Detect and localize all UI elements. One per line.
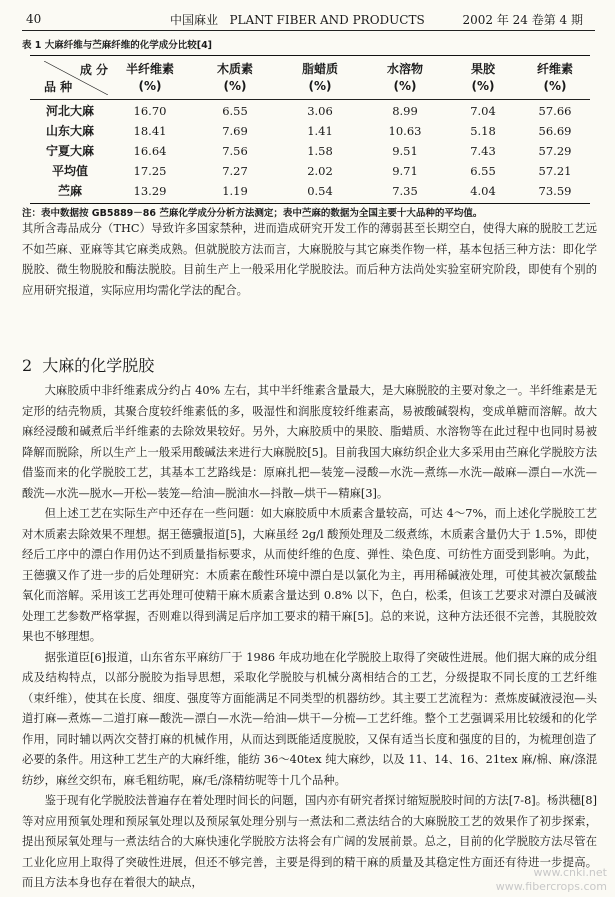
column-header: [448, 61, 518, 95]
table-cell: 7.35: [392, 184, 418, 198]
column-header: [280, 61, 360, 95]
column-unit: (%): [471, 79, 495, 93]
body-paragraph: 鉴于现有化学脱胶法普遍存在着处理时间长的问题，国内亦有研究者探讨缩短脱胶时间的方法[7-8]。杨洪穗[8]等对应用预氧处理和预尿氧处理以及预尿氧处理分别与一煮法和二煮法结合的大麻脱胶工艺的效果作了初步探索，提出预尿氧处理与一煮法结合的大麻快速化学脱胶方法将会有广阔的发展前景。总之，目前的化学脱胶方法尽管在工业化应用上取得了突破性进展，但还不够完善，主要是得到的精干麻的质量及其稳定性方面还有待进一步提高。而且方法本身也存在着很大的缺点，: [22, 794, 597, 889]
table-header-row: [30, 61, 590, 95]
section-body: [22, 381, 597, 894]
corner-label-component: 成 分: [79, 63, 108, 77]
watermark: [496, 866, 607, 894]
column-unit: (%): [223, 79, 247, 93]
table-row: [30, 182, 590, 200]
table-row: [30, 142, 590, 160]
table-cell: 7.04: [470, 104, 496, 118]
table-corner-cell: [44, 61, 108, 95]
column-unit: (%): [393, 79, 417, 93]
table-note: 注：表中数据按 GB5889－86 苎麻化学成分分析方法测定；表中苎麻的数据为全国主要十大品种的平均值。: [22, 208, 483, 219]
table-cell: 17.25: [133, 164, 167, 178]
table-cell: 9.51: [392, 144, 418, 158]
row-name: 平均值: [51, 164, 88, 178]
column-name: 半纤维素: [125, 62, 174, 76]
body-paragraph: 大麻胶质中非纤维素成分约占 40% 左右，其中半纤维素含量最大，是大麻脱胶的主要对象之一。半纤维素是无定形的结壳物质，其聚合度较纤维素低的多，吸湿性和润胀度较纤维素高，易被酸碱裂构，变成单糖而溶解。故大麻经浸酸和碱煮后半纤维素的去除效果较好。另外，大麻胶质中的果胶、脂蜡质、水溶物等在此过程中也同时易被降解而脱除，所以生产上一般采用酸碱法来进行大麻脱胶[5]。目前我国大麻纺织企业大多采用由苎麻化学脱胶方法借鉴而来的化学脱胶工艺，其基本工艺路线是：原麻扎把—装笼—浸酸—水洗—煮练—水洗—敲麻—漂白—水洗—酸洗—水洗—脱水—开松—装笼—给油—脱油水—抖散—烘干—精麻[3]。: [22, 384, 597, 500]
journal-title-cn: 中国麻业: [170, 13, 219, 27]
body-paragraph: 但上述工艺在实际生产中还存在一些问题：如大麻胶质中木质素含量较高，可达 4～7%，而上述化学脱胶工艺对木质素去除效果不理想。据王德骥报道[5]，大麻虽经 2g/l 酸预处理及二级煮练，木质素含量仍大于 1.5%，即使经后工序中的漂白作用仍达不到质量指标要求，从而使纤维的色度、弹性、染色度、可纺性方面受到影响。为此，王德骥又作了进一步的后处理研究：木质素在酸性环境中漂白是以氯化为主，再用稀碱液处理，可使其被次氯酸盐氧化而溶解。采用该工艺再处理可使精干麻木质素含量达到 0.8% 以下，色白，松柔，但该工艺要求对漂白及碱液处理工艺参数严格掌握，否则难以得到满足后序加工要求的精干麻[5]。总的来说，这种方法还很不完善，其脱胶效果也不够理想。: [22, 507, 597, 643]
section-number: 2: [22, 356, 33, 375]
intro-paragraph: 其所含毒品成分（THC）导致许多国家禁种，进而造成研究开发工作的薄弱甚至长期空白，使得大麻的脱胶工艺远不如苎麻、亚麻等其它麻类成熟。但就脱胶方法而言，大麻脱胶与其它麻类作物一样，基本包括三种方法：即化学脱胶、微生物脱胶和酶法脱胶。目前生产上一般采用化学脱胶法。而后种方法尚处实验室研究阶段，即使有个别的应用研究报道，实际应用均需化学法的配合。: [22, 222, 597, 297]
table-cell: 56.69: [538, 124, 572, 138]
running-header: [22, 10, 595, 30]
column-name: 木质素: [216, 62, 253, 76]
table-cell: 7.69: [222, 124, 248, 138]
column-header: [195, 61, 275, 95]
table-cell: 9.71: [392, 164, 418, 178]
row-name: 宁夏大麻: [45, 144, 94, 158]
table-caption: 表 1 大麻纤维与苎麻纤维的化学成分比较[4]: [22, 40, 213, 51]
table-cell: 1.19: [222, 184, 248, 198]
table-row: [30, 162, 590, 180]
watermark-line: www.cnki.net: [533, 866, 607, 879]
table-cell: 7.56: [222, 144, 248, 158]
column-name: 水溶物: [386, 62, 423, 76]
table-cell: 73.59: [538, 184, 572, 198]
column-unit: (%): [308, 79, 332, 93]
column-name: 脂蜡质: [301, 62, 338, 76]
table-cell: 2.02: [307, 164, 333, 178]
column-header: [365, 61, 445, 95]
table-cell: 1.58: [307, 144, 333, 158]
row-name: 苎麻: [57, 184, 82, 198]
table-cell: 6.55: [470, 164, 496, 178]
table-cell: 7.43: [470, 144, 496, 158]
section-title: 大麻的化学脱胶: [42, 356, 155, 375]
header-rule: [22, 30, 595, 31]
intro-paragraph-block: [22, 219, 597, 301]
column-name: 纤维素: [536, 62, 573, 76]
column-unit: (%): [543, 79, 567, 93]
row-name: 河北大麻: [45, 104, 94, 118]
journal-title: [170, 11, 425, 28]
table-cell: 3.06: [307, 104, 333, 118]
issue-info: 2002 年 24 卷第 4 期: [462, 13, 583, 27]
table-row: [30, 122, 590, 140]
table-row: [30, 102, 590, 120]
table-cell: 7.27: [222, 164, 248, 178]
column-header: [110, 61, 190, 95]
column-name: 果胶: [470, 62, 495, 76]
row-name: 山东大麻: [45, 124, 94, 138]
table-cell: 1.41: [307, 124, 333, 138]
column-header: [520, 61, 590, 95]
table-cell: 16.64: [133, 144, 167, 158]
table-cell: 0.54: [307, 184, 333, 198]
journal-title-en: PLANT FIBER AND PRODUCTS: [229, 13, 425, 27]
table-top-rule: [30, 55, 590, 56]
body-paragraph: 据张道臣[6]报道，山东省东平麻纺厂于 1986 年成功地在化学脱胶上取得了突破性进展。他们据大麻的成分组成及结构特点，以部分脱胶为指导思想，采取化学脱胶与机械分离相结合的工艺，分级提取不同长度的工艺纤维（束纤维），使其在长度、细度、强度等方面能满足不同类型的机器纺纱。其主要工艺流程为：煮炼废碱液浸泡—头道打麻—煮炼—二道打麻—酸洗—漂白—水洗—给油—烘干—分梳—工艺纤维。整个工艺强调采用比较缓和的化学作用，同时辅以两次交替打麻的机械作用，从而达到既能适度脱胶，又保有适当长度和强度的目的，为梳理创造了必要的条件。用这种工艺生产的大麻纤维，能纺 36～40tex 纯大麻纱，以及 11、14、16、21tex 麻/棉、麻/涤混纺纱，麻丝交织布，麻毛粗纺呢，麻/毛/涤精纺呢等十几个品种。: [22, 650, 597, 787]
table-cell: 6.55: [222, 104, 248, 118]
page-number: 40: [26, 12, 42, 26]
table-cell: 57.29: [538, 144, 572, 158]
table-cell: 8.99: [392, 104, 418, 118]
table-cell: 16.70: [133, 104, 167, 118]
column-unit: (%): [138, 79, 162, 93]
table-cell: 18.41: [133, 124, 167, 138]
table-cell: 57.66: [538, 104, 572, 118]
table-cell: 57.21: [538, 164, 572, 178]
table-bottom-rule: [30, 203, 590, 204]
watermark-line: www.fibercrops.com: [495, 880, 607, 893]
table-cell: 10.63: [388, 124, 422, 138]
table-cell: 13.29: [133, 184, 167, 198]
corner-label-variety: 品 种: [44, 80, 73, 94]
table-cell: 4.04: [470, 184, 496, 198]
table-header-rule: [30, 99, 590, 100]
table-cell: 5.18: [470, 124, 496, 138]
section-heading: [22, 353, 154, 376]
